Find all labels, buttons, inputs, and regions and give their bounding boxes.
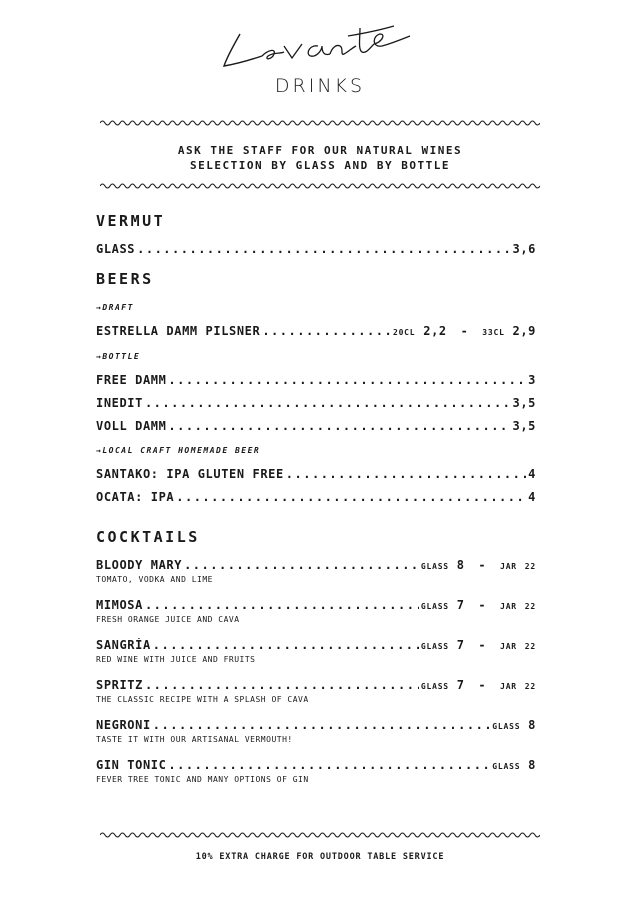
- glass-price: 7: [456, 638, 465, 652]
- price-separator: -: [460, 324, 469, 338]
- item-description: FRESH ORANGE JUICE AND CAVA: [96, 615, 240, 624]
- item-price-options: [421, 638, 536, 652]
- menu-item-voll-damm: [96, 419, 536, 433]
- jar-label: JAR: [500, 562, 517, 571]
- section-title-beers: BEERS: [96, 270, 154, 288]
- size-label-20cl: 20CL: [392, 328, 416, 337]
- jar-price: 22: [524, 562, 536, 571]
- leader-dots: [184, 558, 419, 572]
- item-name: SANTAKO: IPA GLUTEN FREE: [96, 467, 284, 481]
- item-price: 3: [528, 373, 536, 387]
- item-price: 4: [528, 467, 536, 481]
- item-description: FEVER TREE TONIC AND MANY OPTIONS OF GIN: [96, 775, 309, 784]
- subhead-bottle: →BOTTLE: [96, 352, 141, 361]
- cocktail-row: [96, 718, 536, 732]
- subhead-local-craft: →LOCAL CRAFT HOMEMADE BEER: [96, 446, 261, 455]
- leader-dots: [176, 490, 526, 504]
- menu-item-inedit: [96, 396, 536, 410]
- item-price: 3,5: [512, 419, 536, 433]
- item-name: NEGRONI: [96, 718, 151, 732]
- wave-divider-top: [100, 117, 540, 129]
- cocktail-mimosa: [96, 598, 536, 624]
- glass-price: 8: [456, 558, 465, 572]
- item-price-sizes: [393, 324, 536, 338]
- leader-dots: [137, 242, 510, 256]
- item-description: TOMATO, VODKA AND LIME: [96, 575, 213, 584]
- glass-label: GLASS: [420, 682, 449, 691]
- cocktail-row: [96, 678, 536, 692]
- item-name: VOLL DAMM: [96, 419, 167, 433]
- cocktail-row: [96, 758, 536, 772]
- item-name: SPRITZ: [96, 678, 143, 692]
- item-price: 4: [528, 490, 536, 504]
- jar-price: 22: [524, 642, 536, 651]
- menu-item-estrella-damm: [96, 324, 536, 338]
- cocktail-row: [96, 598, 536, 612]
- leader-dots: [145, 678, 419, 692]
- item-price-options: [421, 598, 536, 612]
- levante-logo: [0, 14, 640, 76]
- jar-label: JAR: [500, 642, 517, 651]
- jar-price: 22: [524, 602, 536, 611]
- jar-label: JAR: [500, 602, 517, 611]
- menu-item-ocata: [96, 490, 536, 504]
- glass-price: 7: [456, 678, 465, 692]
- cocktail-sangria: [96, 638, 536, 664]
- wave-divider-middle: [100, 180, 540, 192]
- item-price-options: [492, 718, 536, 732]
- item-name: GIN TONIC: [96, 758, 167, 772]
- item-name: MIMOSA: [96, 598, 143, 612]
- cocktail-negroni: [96, 718, 536, 744]
- section-title-vermut: VERMUT: [96, 212, 166, 230]
- price-20cl: 2,2: [423, 324, 447, 338]
- item-price-options: [421, 558, 536, 572]
- cocktail-gin-tonic: [96, 758, 536, 784]
- menu-item-vermut-glass: [96, 242, 536, 256]
- item-name: SANGRÍA: [96, 638, 151, 652]
- natural-wines-notice: [0, 143, 640, 173]
- glass-price: 7: [456, 598, 465, 612]
- glass-price: 8: [528, 758, 536, 772]
- item-price: 3,5: [512, 396, 536, 410]
- price-separator: -: [478, 678, 487, 692]
- footer-note: 10% EXTRA CHARGE FOR OUTDOOR TABLE SERVICE: [195, 852, 445, 862]
- notice-line-2: SELECTION BY GLASS AND BY BOTTLE: [190, 159, 450, 172]
- page-title: DRINKS: [274, 75, 366, 97]
- item-name: BLOODY MARY: [96, 558, 183, 572]
- cocktail-spritz: [96, 678, 536, 704]
- item-name: INEDIT: [96, 396, 143, 410]
- section-title-cocktails: COCKTAILS: [96, 528, 200, 546]
- menu-content: [96, 212, 536, 784]
- item-name: OCATA: IPA: [96, 490, 175, 504]
- cocktail-row: [96, 558, 536, 572]
- price-separator: -: [478, 638, 487, 652]
- item-price-options: [421, 678, 536, 692]
- glass-label: GLASS: [420, 602, 449, 611]
- jar-price: 22: [524, 682, 536, 691]
- leader-dots: [262, 324, 391, 338]
- item-description: RED WINE WITH JUICE AND FRUITS: [96, 655, 256, 664]
- cocktail-bloody-mary: [96, 558, 536, 584]
- menu-item-free-damm: [96, 373, 536, 387]
- item-name: GLASS: [96, 242, 136, 256]
- item-description: TASTE IT WITH OUR ARTISANAL VERMOUTH!: [96, 735, 293, 744]
- price-33cl: 2,9: [512, 324, 536, 338]
- subhead-draft: →DRAFT: [96, 303, 134, 312]
- size-label-33cl: 33CL: [482, 328, 505, 337]
- cocktail-row: [96, 638, 536, 652]
- leader-dots: [168, 373, 526, 387]
- wave-divider-bottom: [100, 829, 540, 841]
- glass-price: 8: [528, 718, 536, 732]
- notice-line-1: ASK THE STAFF FOR OUR NATURAL WINES: [177, 144, 463, 157]
- glass-label: GLASS: [492, 762, 521, 771]
- jar-label: JAR: [500, 682, 517, 691]
- leader-dots: [168, 758, 490, 772]
- leader-dots: [145, 598, 419, 612]
- price-separator: -: [478, 598, 487, 612]
- item-description: THE CLASSIC RECIPE WITH A SPLASH OF CAVA: [96, 695, 309, 704]
- glass-label: GLASS: [492, 722, 521, 731]
- leader-dots: [168, 419, 510, 433]
- leader-dots: [153, 718, 490, 732]
- item-name: FREE DAMM: [96, 373, 167, 387]
- item-price-options: [492, 758, 536, 772]
- item-price: 3,6: [512, 242, 536, 256]
- glass-label: GLASS: [420, 562, 449, 571]
- leader-dots: [153, 638, 419, 652]
- price-separator: -: [478, 558, 487, 572]
- leader-dots: [145, 396, 511, 410]
- leader-dots: [286, 467, 526, 481]
- menu-item-santako: [96, 467, 536, 481]
- glass-label: GLASS: [420, 642, 449, 651]
- item-name: ESTRELLA DAMM PILSNER: [96, 324, 261, 338]
